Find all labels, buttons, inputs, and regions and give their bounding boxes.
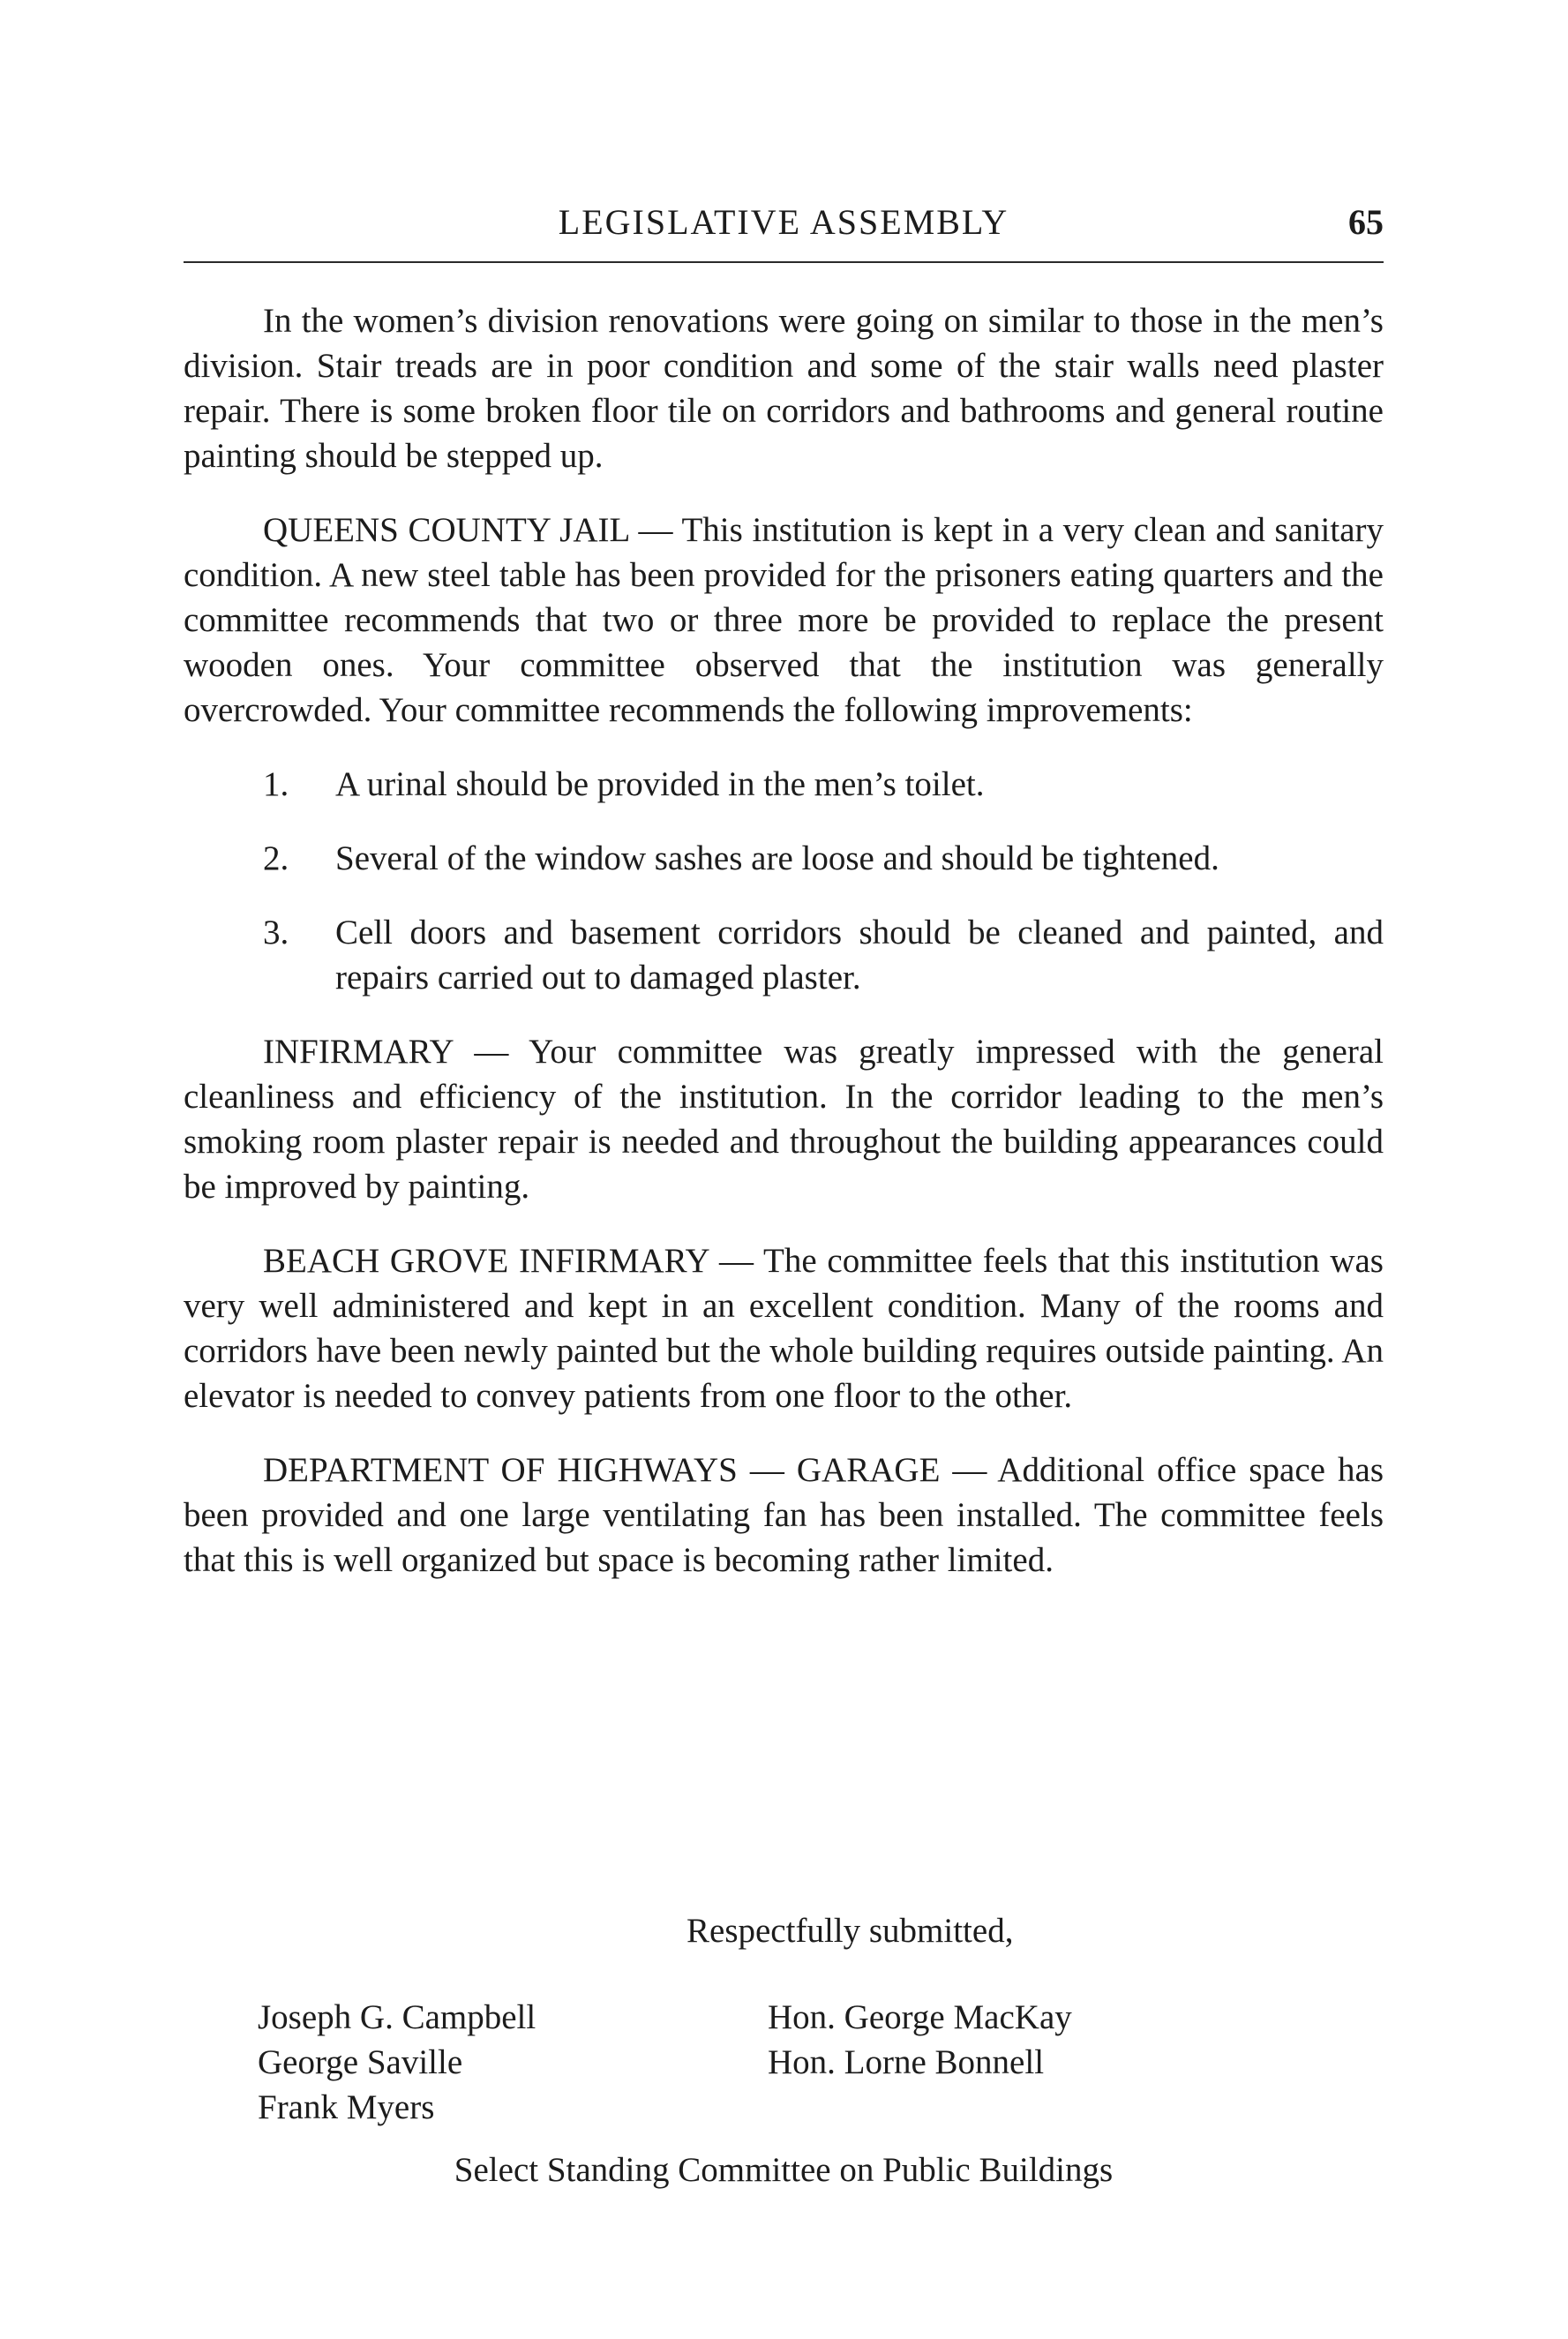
signatory-name: Joseph G. Campbell bbox=[258, 1998, 536, 2036]
list-item bbox=[184, 910, 1384, 1000]
list-item-text: Several of the window sashes are loose and should be tightened. bbox=[335, 839, 1219, 877]
list-item-number: 1. bbox=[263, 765, 289, 803]
signatory-name: Hon. George MacKay bbox=[768, 1998, 1072, 2036]
signatories-right bbox=[768, 1995, 1072, 2085]
list-item-number: 2. bbox=[263, 839, 289, 877]
list-item-text: A urinal should be provided in the men’s toilet. bbox=[335, 765, 985, 803]
list-item-number: 3. bbox=[263, 914, 289, 951]
list-item-text: Cell doors and basement corridors should be cleaned and painted, and repairs carried out to damaged plaster. bbox=[335, 914, 1384, 997]
paragraph-beach-grove: BEACH GROVE INFIRMARY — The committee feels that this institution was very well administered and kept in an excellent condition. Many of the rooms and corridors have been newly painted but the whole building requires outside painting. An elevator is needed to convey patients from one floor to the other. bbox=[184, 1242, 1384, 1415]
list-item bbox=[184, 762, 1384, 807]
list-item bbox=[184, 836, 1384, 881]
committee-name: Select Standing Committee on Public Buildings bbox=[454, 2151, 1114, 2189]
paragraph-queens-county-jail: QUEENS COUNTY JAIL — This institution is kept in a very clean and sanitary condition. A new steel table has been provided for the prisoners eating quarters and the committee recommends that two or three more be provided to replace the present wooden ones. Your committee observed that the institution was generally overcrowded. Your committee recommends the following improvements: bbox=[184, 511, 1384, 729]
running-title: LEGISLATIVE ASSEMBLY bbox=[558, 202, 1009, 242]
closing-line: Respectfully submitted, bbox=[686, 1912, 1014, 1950]
page-header bbox=[184, 201, 1384, 254]
recommendations-list bbox=[184, 762, 1384, 1000]
page-number: 65 bbox=[1348, 202, 1384, 242]
signatories-left bbox=[258, 1995, 536, 2130]
header-rule bbox=[184, 261, 1384, 263]
signatory-name: Hon. Lorne Bonnell bbox=[768, 2043, 1045, 2081]
paragraph-women-division: In the women’s division renovations were going on similar to those in the men’s division. Stair treads are in poor condition and some of the stair walls need plaster repair. There is some broken floor tile on corridors and bathrooms and general routine painting should be stepped up. bbox=[184, 302, 1384, 475]
report-body bbox=[184, 298, 1384, 1612]
signatory-name: George Saville bbox=[258, 2043, 463, 2081]
signatory-name: Frank Myers bbox=[258, 2088, 435, 2126]
paragraph-highways-garage: DEPARTMENT OF HIGHWAYS — GARAGE — Additional office space has been provided and one large ventilating fan has been installed. The committee feels that this is well organized but space is becoming rather limited. bbox=[184, 1451, 1384, 1579]
paragraph-infirmary: INFIRMARY — Your committee was greatly impressed with the general cleanliness and efficiency of the institution. In the corridor leading to the men’s smoking room plaster repair is needed and throughout the building appearances could be improved by painting. bbox=[184, 1033, 1384, 1206]
